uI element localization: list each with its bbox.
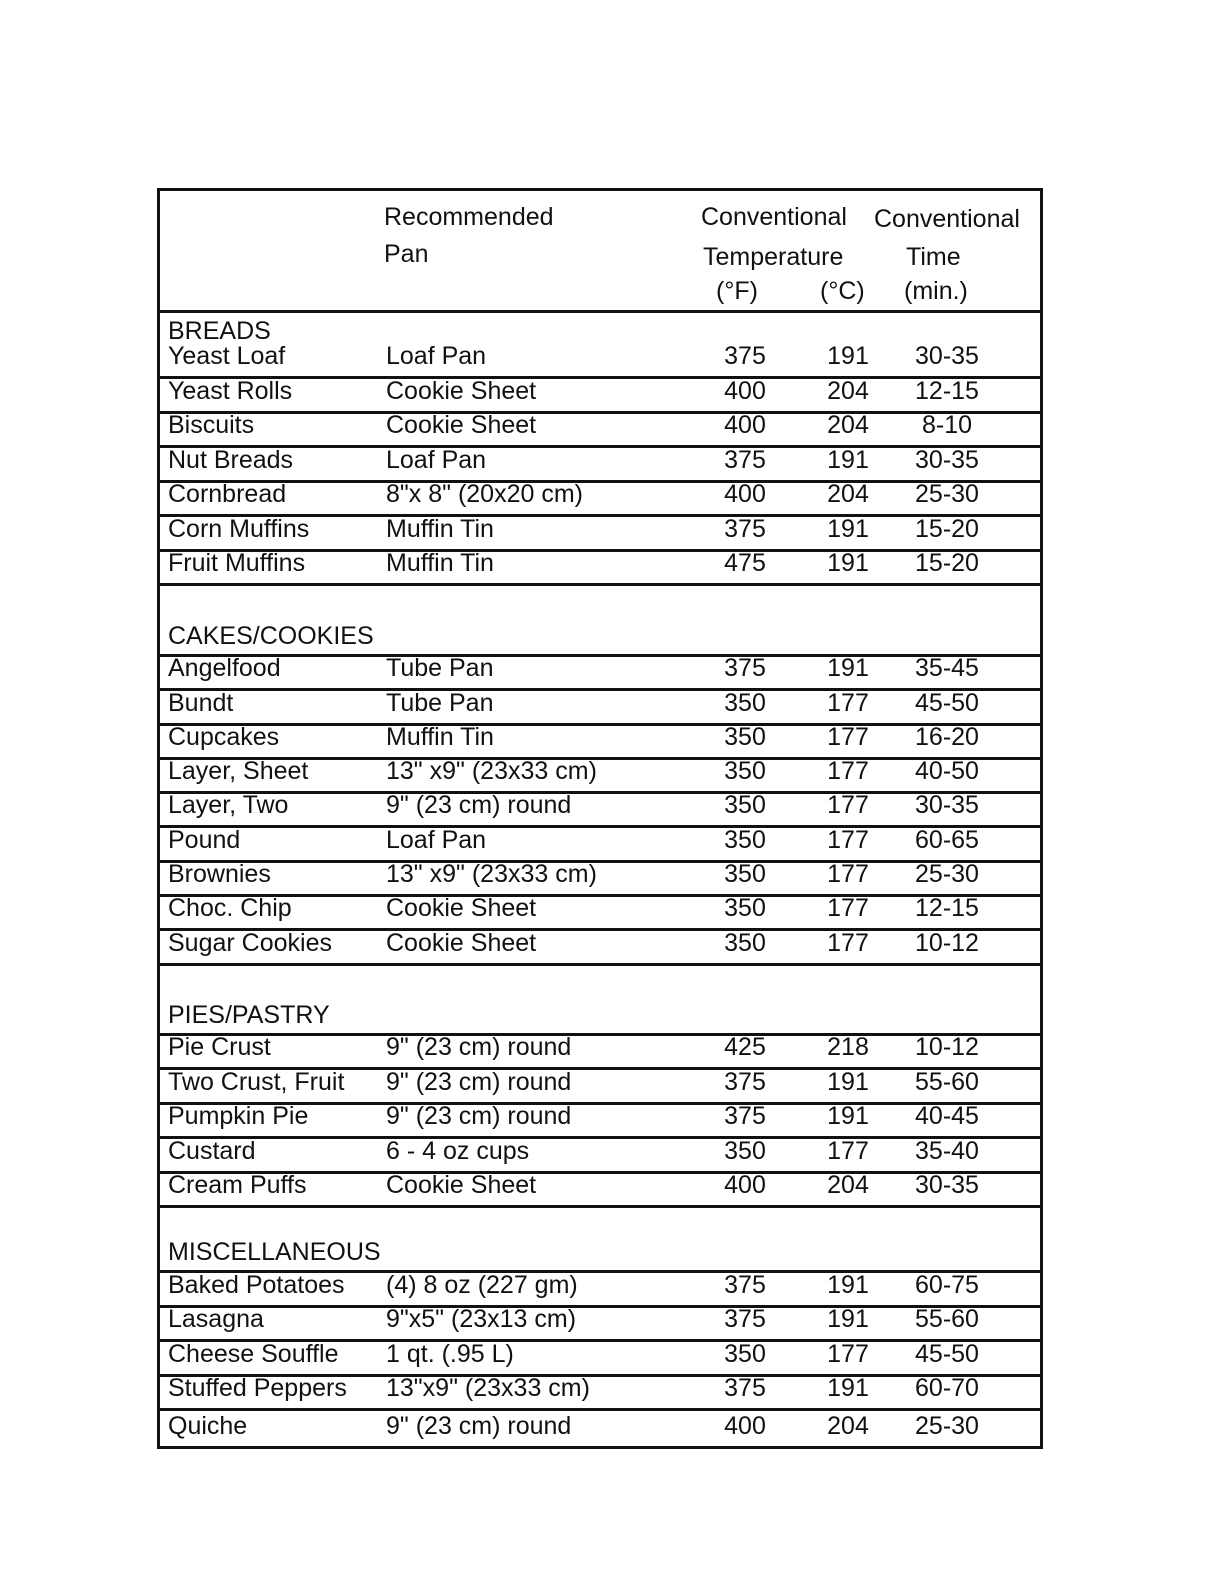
time-cell: 45-50: [915, 1339, 979, 1368]
table-row: [160, 1411, 1040, 1446]
temp-c-cell: 191: [827, 1270, 869, 1299]
time-cell: 10-12: [915, 928, 979, 957]
item-name: Pumpkin Pie: [168, 1102, 309, 1131]
temp-f-cell: 400: [724, 411, 766, 439]
temp-c-cell: 204: [827, 1411, 869, 1440]
temp-f-cell: 375: [724, 1305, 766, 1334]
temp-f-cell: 350: [724, 825, 766, 854]
item-name: Sugar Cookies: [168, 928, 332, 957]
item-name: Choc. Chip: [168, 894, 292, 923]
pan-cell: 9" (23 cm) round: [386, 1033, 572, 1062]
temp-c-cell: 204: [827, 411, 869, 439]
item-name: Cupcakes: [168, 722, 280, 751]
table-header: [160, 191, 1040, 313]
header-temp-f: (°F): [716, 277, 758, 305]
temp-f-cell: 375: [724, 342, 766, 370]
time-cell: 15-20: [915, 549, 979, 577]
header-time-unit: (min.): [904, 277, 968, 305]
table-row: [160, 894, 1040, 931]
time-cell: 35-45: [915, 654, 979, 683]
temp-c-cell: 191: [827, 1067, 869, 1096]
item-name: Custard: [168, 1136, 256, 1165]
table-row: [160, 1374, 1040, 1412]
temp-c-cell: 191: [827, 1374, 869, 1403]
temp-c-cell: 177: [827, 722, 869, 751]
table-row: [160, 1270, 1040, 1308]
temp-c-cell: 177: [827, 757, 869, 786]
temp-f-cell: 375: [724, 1102, 766, 1131]
pan-cell: 9"x5" (23x13 cm): [386, 1305, 577, 1334]
pan-cell: 8"x 8" (20x20 cm): [386, 480, 583, 508]
temp-c-cell: 177: [827, 928, 869, 957]
temp-c-cell: 218: [827, 1033, 869, 1062]
temp-f-cell: 400: [724, 480, 766, 508]
pan-cell: Tube Pan: [386, 688, 494, 717]
temp-f-cell: 425: [724, 1033, 766, 1062]
time-cell: 16-20: [915, 722, 979, 751]
table-row: [160, 1170, 1040, 1208]
table-row: [160, 757, 1040, 794]
time-cell: 60-70: [915, 1374, 979, 1403]
temp-c-cell: 204: [827, 376, 869, 405]
table-row: [160, 480, 1040, 518]
time-cell: 35-40: [915, 1136, 979, 1165]
temp-f-cell: 375: [724, 445, 766, 474]
pan-cell: Muffin Tin: [386, 722, 494, 751]
category-heading: BREADS: [168, 317, 271, 345]
pan-cell: 1 qt. (.95 L): [386, 1339, 514, 1368]
temp-f-cell: 350: [724, 722, 766, 751]
item-name: Cheese Souffle: [168, 1339, 339, 1368]
item-name: Two Crust, Fruit: [168, 1067, 345, 1096]
time-cell: 10-12: [915, 1033, 979, 1062]
item-name: Angelfood: [168, 654, 281, 683]
table-row: [160, 514, 1040, 552]
temp-f-cell: 350: [724, 757, 766, 786]
pan-cell: Muffin Tin: [386, 514, 494, 543]
temp-c-cell: 177: [827, 1339, 869, 1368]
temp-f-cell: 400: [724, 376, 766, 405]
temp-c-cell: 191: [827, 342, 869, 370]
pan-cell: (4) 8 oz (227 gm): [386, 1270, 578, 1299]
temp-f-cell: 350: [724, 894, 766, 923]
time-cell: 60-65: [915, 825, 979, 854]
pan-cell: 9" (23 cm) round: [386, 1411, 572, 1440]
table-row: [160, 1033, 1040, 1070]
temp-c-cell: 177: [827, 791, 869, 820]
pan-cell: Cookie Sheet: [386, 411, 537, 439]
temp-f-cell: 375: [724, 514, 766, 543]
item-name: Layer, Sheet: [168, 757, 309, 786]
category-heading: PIES/PASTRY: [168, 1001, 330, 1029]
temp-c-cell: 177: [827, 894, 869, 923]
header-temp-c: (°C): [820, 277, 865, 305]
header-pan-line1: Recommended: [384, 203, 554, 231]
time-cell: 12-15: [915, 894, 979, 923]
table-row: [160, 1305, 1040, 1343]
time-cell: 15-20: [915, 514, 979, 543]
temp-c-cell: 191: [827, 1305, 869, 1334]
item-name: Cornbread: [168, 480, 287, 508]
temp-c-cell: 204: [827, 1170, 869, 1199]
category-row: [160, 964, 1040, 1036]
table-row: [160, 722, 1040, 760]
time-cell: 25-30: [915, 480, 979, 508]
time-cell: 30-35: [915, 445, 979, 474]
item-name: Quiche: [168, 1411, 248, 1440]
table-row: [160, 791, 1040, 828]
pan-cell: Muffin Tin: [386, 549, 494, 577]
table-row: [160, 860, 1040, 897]
time-cell: 40-45: [915, 1102, 979, 1131]
pan-cell: Cookie Sheet: [386, 376, 537, 405]
temp-c-cell: 204: [827, 480, 869, 508]
item-name: Cream Puffs: [168, 1170, 307, 1199]
pan-cell: 13" x9" (23x33 cm): [386, 860, 597, 889]
time-cell: 25-30: [915, 1411, 979, 1440]
item-name: Pound: [168, 825, 241, 854]
item-name: Layer, Two: [168, 791, 289, 820]
table-row: [160, 376, 1040, 414]
item-name: Stuffed Peppers: [168, 1374, 347, 1403]
time-cell: 30-35: [915, 342, 979, 370]
pan-cell: Loaf Pan: [386, 445, 487, 474]
table-row: [160, 1136, 1040, 1173]
time-cell: 30-35: [915, 1170, 979, 1199]
temp-c-cell: 177: [827, 688, 869, 717]
item-name: Fruit Muffins: [168, 549, 306, 577]
temp-f-cell: 350: [724, 688, 766, 717]
temp-c-cell: 177: [827, 1136, 869, 1165]
time-cell: 40-50: [915, 757, 979, 786]
table-row: [160, 549, 1040, 587]
temp-f-cell: 350: [724, 1136, 766, 1165]
temp-f-cell: 375: [724, 1374, 766, 1403]
table-row: [160, 1339, 1040, 1377]
pan-cell: Cookie Sheet: [386, 1170, 537, 1199]
category-heading: MISCELLANEOUS: [168, 1238, 381, 1266]
header-temp-line2: Temperature: [703, 243, 844, 271]
category-row: [160, 585, 1040, 657]
temp-f-cell: 375: [724, 1270, 766, 1299]
table-row: [160, 1102, 1040, 1139]
time-cell: 55-60: [915, 1067, 979, 1096]
pan-cell: Tube Pan: [386, 654, 494, 683]
temp-f-cell: 350: [724, 860, 766, 889]
pan-cell: Cookie Sheet: [386, 894, 537, 923]
pan-cell: Cookie Sheet: [386, 928, 537, 957]
temp-c-cell: 191: [827, 549, 869, 577]
item-name: Lasagna: [168, 1305, 264, 1334]
table-row: [160, 928, 1040, 965]
temp-c-cell: 191: [827, 514, 869, 543]
item-name: Pie Crust: [168, 1033, 271, 1062]
temp-c-cell: 191: [827, 654, 869, 683]
temp-c-cell: 177: [827, 825, 869, 854]
table-row: [160, 313, 1040, 379]
temp-f-cell: 350: [724, 928, 766, 957]
table-row: [160, 411, 1040, 449]
category-row: [160, 1206, 1040, 1273]
pan-cell: 13"x9" (23x33 cm): [386, 1374, 590, 1403]
category-heading: CAKES/COOKIES: [168, 622, 374, 650]
temp-f-cell: 375: [724, 1067, 766, 1096]
pan-cell: Loaf Pan: [386, 342, 487, 370]
item-name: Baked Potatoes: [168, 1270, 345, 1299]
temp-f-cell: 350: [724, 1339, 766, 1368]
temp-c-cell: 191: [827, 445, 869, 474]
temp-f-cell: 350: [724, 791, 766, 820]
table-row: [160, 654, 1040, 691]
item-name: Brownies: [168, 860, 271, 889]
pan-cell: 13" x9" (23x33 cm): [386, 757, 597, 786]
table-row: [160, 1067, 1040, 1104]
time-cell: 8-10: [921, 411, 973, 439]
header-time-line1: Conventional: [874, 205, 1020, 233]
pan-cell: 9" (23 cm) round: [386, 1102, 572, 1131]
item-name: Biscuits: [168, 411, 255, 439]
pan-cell: 6 - 4 oz cups: [386, 1136, 530, 1165]
temp-f-cell: 400: [724, 1411, 766, 1440]
temp-f-cell: 400: [724, 1170, 766, 1199]
item-name: Corn Muffins: [168, 514, 310, 543]
pan-cell: 9" (23 cm) round: [386, 791, 572, 820]
header-time-line2: Time: [906, 243, 961, 271]
item-name: Yeast Loaf: [168, 342, 286, 370]
temp-f-cell: 375: [724, 654, 766, 683]
table-row: [160, 445, 1040, 483]
header-pan-line2: Pan: [384, 240, 429, 268]
time-cell: 30-35: [915, 791, 979, 820]
table-row: [160, 825, 1040, 863]
pan-cell: Loaf Pan: [386, 825, 487, 854]
time-cell: 60-75: [915, 1270, 979, 1299]
table-row: [160, 688, 1040, 725]
item-name: Bundt: [168, 688, 234, 717]
item-name: Nut Breads: [168, 445, 294, 474]
pan-cell: 9" (23 cm) round: [386, 1067, 572, 1096]
time-cell: 25-30: [915, 860, 979, 889]
temp-c-cell: 177: [827, 860, 869, 889]
header-temp-line1: Conventional: [701, 203, 847, 231]
time-cell: 12-15: [915, 376, 979, 405]
item-name: Yeast Rolls: [168, 376, 293, 405]
temp-f-cell: 475: [724, 549, 766, 577]
baking-chart-table: [157, 188, 1043, 1449]
time-cell: 45-50: [915, 688, 979, 717]
time-cell: 55-60: [915, 1305, 979, 1334]
temp-c-cell: 191: [827, 1102, 869, 1131]
